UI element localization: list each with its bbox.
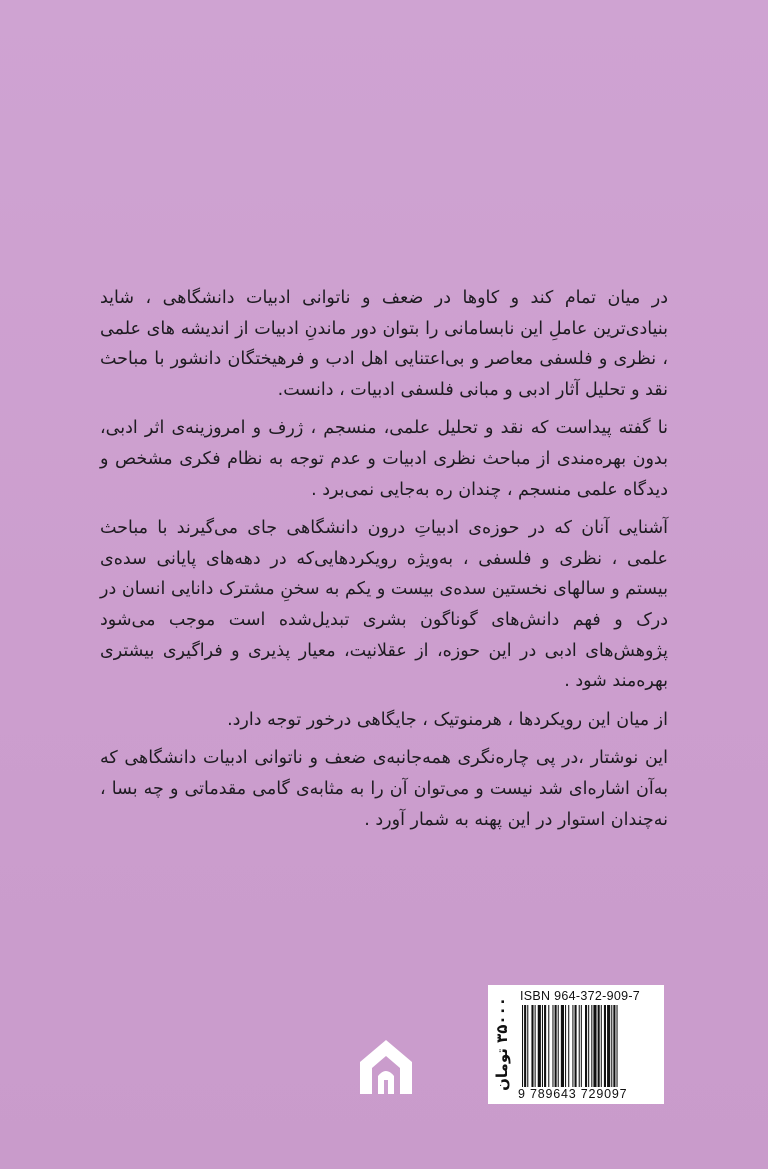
blurb-paragraph-4: از میان این رویکردها ، هرمنوتیک ، جایگاهی درخور توجه دارد. xyxy=(227,709,668,730)
barcode-digits: 9 789643 729097 xyxy=(518,1087,628,1101)
price-label xyxy=(490,997,514,1091)
publisher-logo-icon xyxy=(356,1036,416,1100)
blurb-paragraph-1: در میان تمام کند و کاوها در ضعف و ناتوانی ادبیات دانشگاهی ، شاید بنیادی‌ترین عاملِ این نابسامانی را بتوان دور ماندنِ ادبیات از اندیشه های علمی ، نظری و فلسفی معاصر و بی‌اعتنایی اهل ادب و فرهیختگان دانشور با مباحث نقد و تحلیل آثار ادبی و مبانی فلسفی ادبیات ، دانست. xyxy=(100,288,668,400)
isbn-number: ISBN 964-372-909-7 xyxy=(520,989,641,1003)
blurb-paragraph-5: این نوشتار ،در پی چاره‌نگری همه‌جانبه‌ی ضعف و ناتوانی ادبیات دانشگاهی که به‌آن اشاره‌ای شد نیست و می‌توان آن را به مثابه‌ی گامی مقدماتی و چه بسا ، نه‌چندان استوار در این پهنه به شمار آورد . xyxy=(100,748,668,830)
blurb-text xyxy=(100,283,668,843)
price-text: ۳۵۰۰۰ تومان xyxy=(493,997,511,1091)
barcode-image xyxy=(520,1005,658,1087)
barcode-label xyxy=(488,985,664,1104)
blurb-paragraph-2: نا گفته پیداست که نقد و تحلیل علمی، منسجم ، ژرف و امروزینه‌ی اثر ادبی، بدون بهره‌مندی از مباحث نظری ادبیات و عدم توجه به نظام فکری مشخص و دیدگاه علمی منسجم ، چندان ره به‌جایی نمی‌برد . xyxy=(100,418,668,500)
blurb-paragraph-3: آشنایی آنان که در حوزه‌ی ادبیاتِ درون دانشگاهی جای می‌گیرند با مباحث علمی ، نظری و فلسفی ، به‌ویژه رویکردهایی‌که در دهه‌های پایانی سده‌ی بیستم و سالهای نخستین سده‌ی بیست و یکم به سخنِ مشترک دانایی انسان در درک و فهم دانش‌های گوناگون بشری تبدیل‌شده است موجب می‌شود پژوهش‌های ادبی در این حوزه، از عقلانیت، معیار پذیری و فراگیری بیشتری بهره‌مند شود . xyxy=(100,518,668,692)
